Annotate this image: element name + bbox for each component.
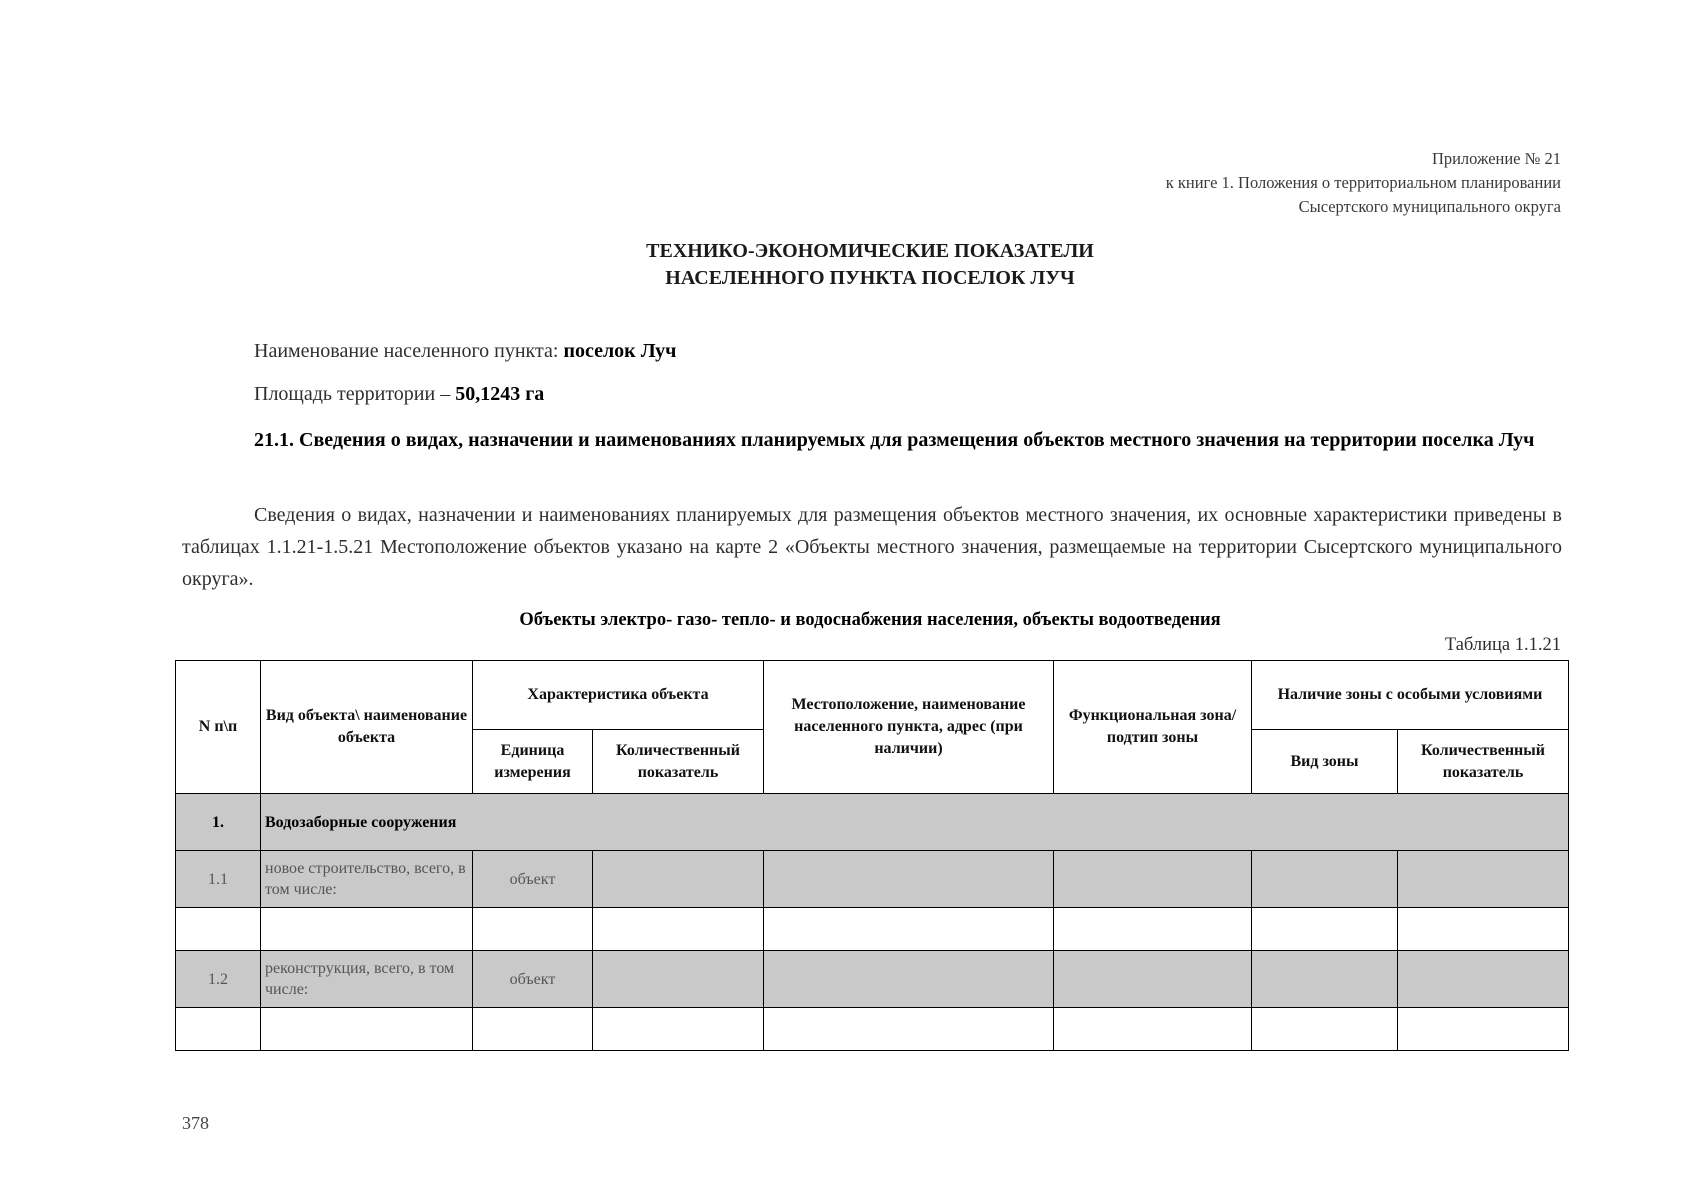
settlement-area	[182, 378, 1562, 410]
row-name: новое строительство, всего, в том числе:	[261, 851, 473, 908]
section-body-text: Сведения о видах, назначении и наименованиях планируемых для размещения объектов местного значения, их основные характеристики приведены в таблицах 1.1.21-1.5.21 Местоположение объектов указано на карте 2 «Объекты местного значения, размещаемые на территории Сысертского муниципального округа».	[182, 504, 1562, 590]
row-cell	[1252, 1008, 1398, 1051]
appendix-line-2: к книге 1. Положения о территориальном планировании	[1165, 173, 1561, 192]
page-number: 378	[182, 1113, 209, 1133]
document-title-line-2: НАСЕЛЕННОГО ПУНКТА ПОСЕЛОК ЛУЧ	[665, 267, 1075, 289]
settlement-name-label: Наименование населенного пункта:	[254, 340, 564, 362]
appendix-header	[861, 147, 1561, 219]
header-num: N п\п	[176, 661, 261, 794]
table-title: Объекты электро- газо- тепло- и водоснабжения населения, объекты водоотведения	[519, 610, 1221, 630]
appendix-line-1: Приложение № 21	[1431, 149, 1561, 168]
appendix-line-3: Сысертского муниципального округа	[1298, 197, 1561, 216]
row-cell	[261, 908, 473, 951]
settlement-name	[182, 335, 1562, 367]
table-row	[176, 851, 1569, 908]
row-cell	[1252, 851, 1398, 908]
header-location: Местоположение, наименование населенного пункта, адрес (при наличии)	[764, 661, 1054, 794]
row-num: 1.2	[176, 951, 261, 1008]
table-header-row-1	[176, 661, 1569, 730]
row-cell	[764, 908, 1054, 951]
header-functional-zone: Функциональная зона/ подтип зоны	[1054, 661, 1252, 794]
row-cell	[1054, 851, 1252, 908]
table-row	[176, 951, 1569, 1008]
header-unit: Единица измерения	[473, 730, 593, 794]
objects-table	[175, 660, 1569, 1051]
row-name: реконструкция, всего, в том числе:	[261, 951, 473, 1008]
settlement-area-value: 50,1243 га	[455, 383, 545, 405]
row-cell	[1398, 1008, 1569, 1051]
row-cell	[1398, 851, 1569, 908]
group-num: 1.	[176, 794, 261, 851]
section-heading: 21.1. Сведения о видах, назначении и наименованиях планируемых для размещения объектов местного значения на территории поселка Луч	[254, 429, 1535, 451]
row-cell	[473, 1008, 593, 1051]
row-cell	[764, 1008, 1054, 1051]
header-special-zone: Наличие зоны с особыми условиями	[1252, 661, 1569, 730]
table-number: Таблица 1.1.21	[1444, 635, 1561, 655]
table-group-row	[176, 794, 1569, 851]
table-row-empty	[176, 1008, 1569, 1051]
group-label: Водозаборные сооружения	[261, 794, 593, 851]
row-num: 1.1	[176, 851, 261, 908]
row-cell	[764, 851, 1054, 908]
row-cell	[1054, 908, 1252, 951]
row-cell	[593, 1008, 764, 1051]
row-unit: объект	[473, 951, 593, 1008]
header-zone-quantity: Количественный показатель	[1398, 730, 1569, 794]
row-cell	[1398, 908, 1569, 951]
row-cell	[593, 951, 764, 1008]
header-object: Вид объекта\ наименование объекта	[261, 661, 473, 794]
row-cell	[1252, 951, 1398, 1008]
row-cell	[176, 1008, 261, 1051]
header-characteristics: Характеристика объекта	[473, 661, 764, 730]
row-cell	[261, 1008, 473, 1051]
document-title-line-1: ТЕХНИКО-ЭКОНОМИЧЕСКИЕ ПОКАЗАТЕЛИ	[646, 240, 1094, 262]
row-cell	[1054, 1008, 1252, 1051]
row-cell	[1398, 951, 1569, 1008]
header-zone-type: Вид зоны	[1252, 730, 1398, 794]
row-cell	[1252, 908, 1398, 951]
row-cell	[593, 908, 764, 951]
header-quantity: Количественный показатель	[593, 730, 764, 794]
row-cell	[593, 851, 764, 908]
table-row-empty	[176, 908, 1569, 951]
row-cell	[764, 951, 1054, 1008]
row-cell	[1054, 951, 1252, 1008]
settlement-name-value: поселок Луч	[563, 340, 677, 362]
row-cell	[176, 908, 261, 951]
row-cell	[473, 908, 593, 951]
settlement-area-label: Площадь территории –	[254, 383, 456, 405]
document-title	[0, 238, 1698, 292]
row-unit: объект	[473, 851, 593, 908]
group-filler	[593, 794, 1569, 851]
